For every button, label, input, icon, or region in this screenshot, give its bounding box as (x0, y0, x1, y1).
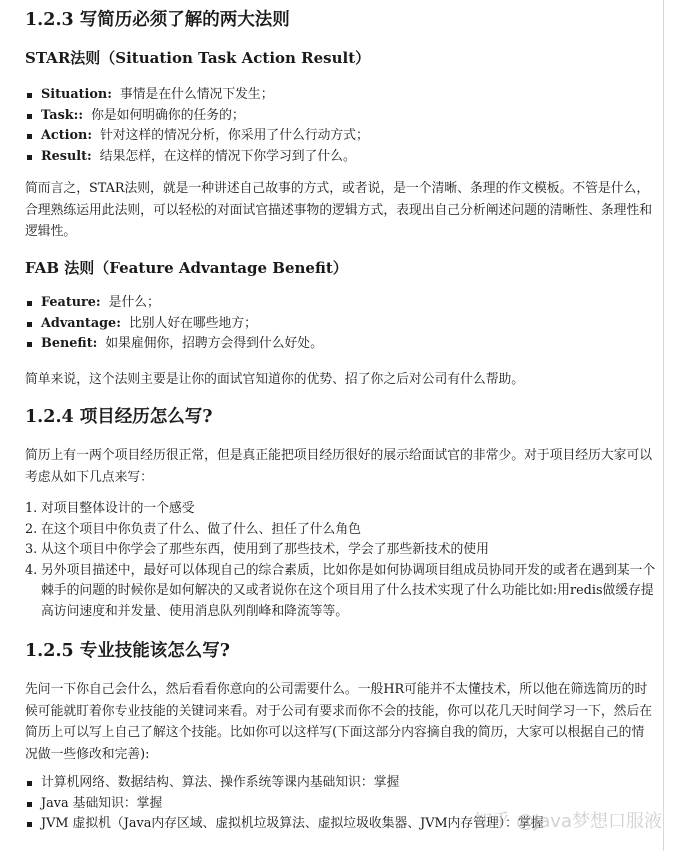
desc: 是什么； (108, 295, 160, 310)
item-text: 另外项目描述中，最好可以体现自己的综合素质，比如你是如何协调项目组成员协同开发的或者在遇到某一个棘手的问题的时候你是如何解决的又或者说你在这个项目用了什么技术实现了什么功能比如:用redis做缓存提高访问速度和并发量、使用消息队列削峰和降流等等。 (41, 562, 656, 619)
section-title-1-2-5: 1.2.5 专业技能该怎么写? (25, 641, 231, 661)
term: Advantage: (41, 315, 121, 331)
project-intro: 简历上有一两个项目经历很正常，但是真正能把项目经历很好的展示给面试官的非常少。对于项目经历大家可以考虑从如下几点来写： (25, 448, 653, 485)
item-number: 1. (25, 501, 38, 516)
list-item (25, 126, 657, 147)
term: Benefit: (41, 336, 98, 351)
skill-text: 计算机网络、数据结构、算法、操作系统等课内基础知识：掌握 (41, 775, 400, 790)
list-item (25, 540, 657, 561)
list-item (25, 561, 657, 623)
star-heading: STAR法则（Situation Task Action Result） (25, 49, 371, 67)
desc: 针对这样的情况分析，你采用了什么行动方式； (100, 128, 369, 143)
item-number: 3. (25, 542, 38, 557)
term: Situation: (41, 87, 112, 102)
list-item (25, 520, 657, 541)
desc: 如果雇佣你，招聘方会得到什么好处。 (105, 336, 323, 351)
item-number: 2. (25, 521, 38, 537)
skills-intro: 先问一下你自己会什么，然后看看你意向的公司需要什么。一般HR可能并不太懂技术，所以他在筛选简历的时候可能就盯着你专业技能的关键词来看。对于公司有要求而你不会的技能，你可以花几天时间学习一下，然后在简历上可以写上自己了解这个技能。比如你可以这样写(下面这部分内容摘自我的简历，大家可以根据自己的情况做一些修改和完善): (25, 682, 653, 762)
list-item (25, 106, 657, 127)
list-item (25, 334, 657, 355)
fab-list (25, 293, 657, 355)
page-edge-line (663, 0, 664, 851)
term: Task:: (41, 107, 84, 123)
list-item (25, 85, 657, 106)
list-item (25, 499, 657, 520)
star-summary: 简而言之，STAR法则，就是一种讲述自己故事的方式，或者说，是一个清晰、条理的作文模板。不管是什么，合理熟练运用此法则，可以轻松的对面试官描述事物的逻辑方式，表现出自己分析阐述问题的清晰性、条理性和逻辑性。 (25, 181, 653, 239)
list-item (25, 314, 657, 335)
list-item (25, 773, 657, 794)
desc: 事情是在什么情况下发生； (119, 87, 274, 102)
item-text: 从这个项目中你学会了那些东西，使用到了那些技术，学会了那些新技术的使用 (41, 542, 489, 557)
star-list (25, 85, 657, 167)
item-text: 对项目整体设计的一个感受 (41, 501, 195, 516)
fab-summary: 简单来说，这个法则主要是让你的面试官知道你的优势、招了你之后对公司有什么帮助。 (25, 372, 525, 387)
desc: 结果怎样，在这样的情况下你学习到了什么。 (99, 148, 356, 164)
list-item (25, 147, 657, 168)
section-title-1-2-3: 1.2.3 写简历必须了解的两大法则 (25, 10, 290, 30)
section-title-1-2-4: 1.2.4 项目经历怎么写? (25, 407, 213, 427)
desc: 比别人好在哪些地方； (128, 315, 257, 331)
project-list (25, 499, 657, 622)
fab-heading: FAB 法则（Feature Advantage Benefit） (25, 259, 348, 277)
term: Feature: (41, 295, 101, 310)
list-item (25, 293, 657, 314)
skill-text: JVM 虚拟机（Java内存区域、虚拟机垃圾算法、虚拟垃圾收集器、JVM内存管理）：掌握 (41, 816, 544, 831)
item-number: 4. (25, 562, 38, 578)
item-text: 在这个项目中你负责了什么、做了什么、担任了什么角色 (41, 521, 361, 537)
term: Result: (41, 148, 92, 164)
skill-text: Java 基础知识：掌握 (41, 795, 163, 811)
term: Action: (41, 128, 93, 143)
watermark: 知乎 @Java梦想口服液 (474, 811, 662, 832)
desc: 你是如何明确你的任务的； (91, 107, 245, 123)
